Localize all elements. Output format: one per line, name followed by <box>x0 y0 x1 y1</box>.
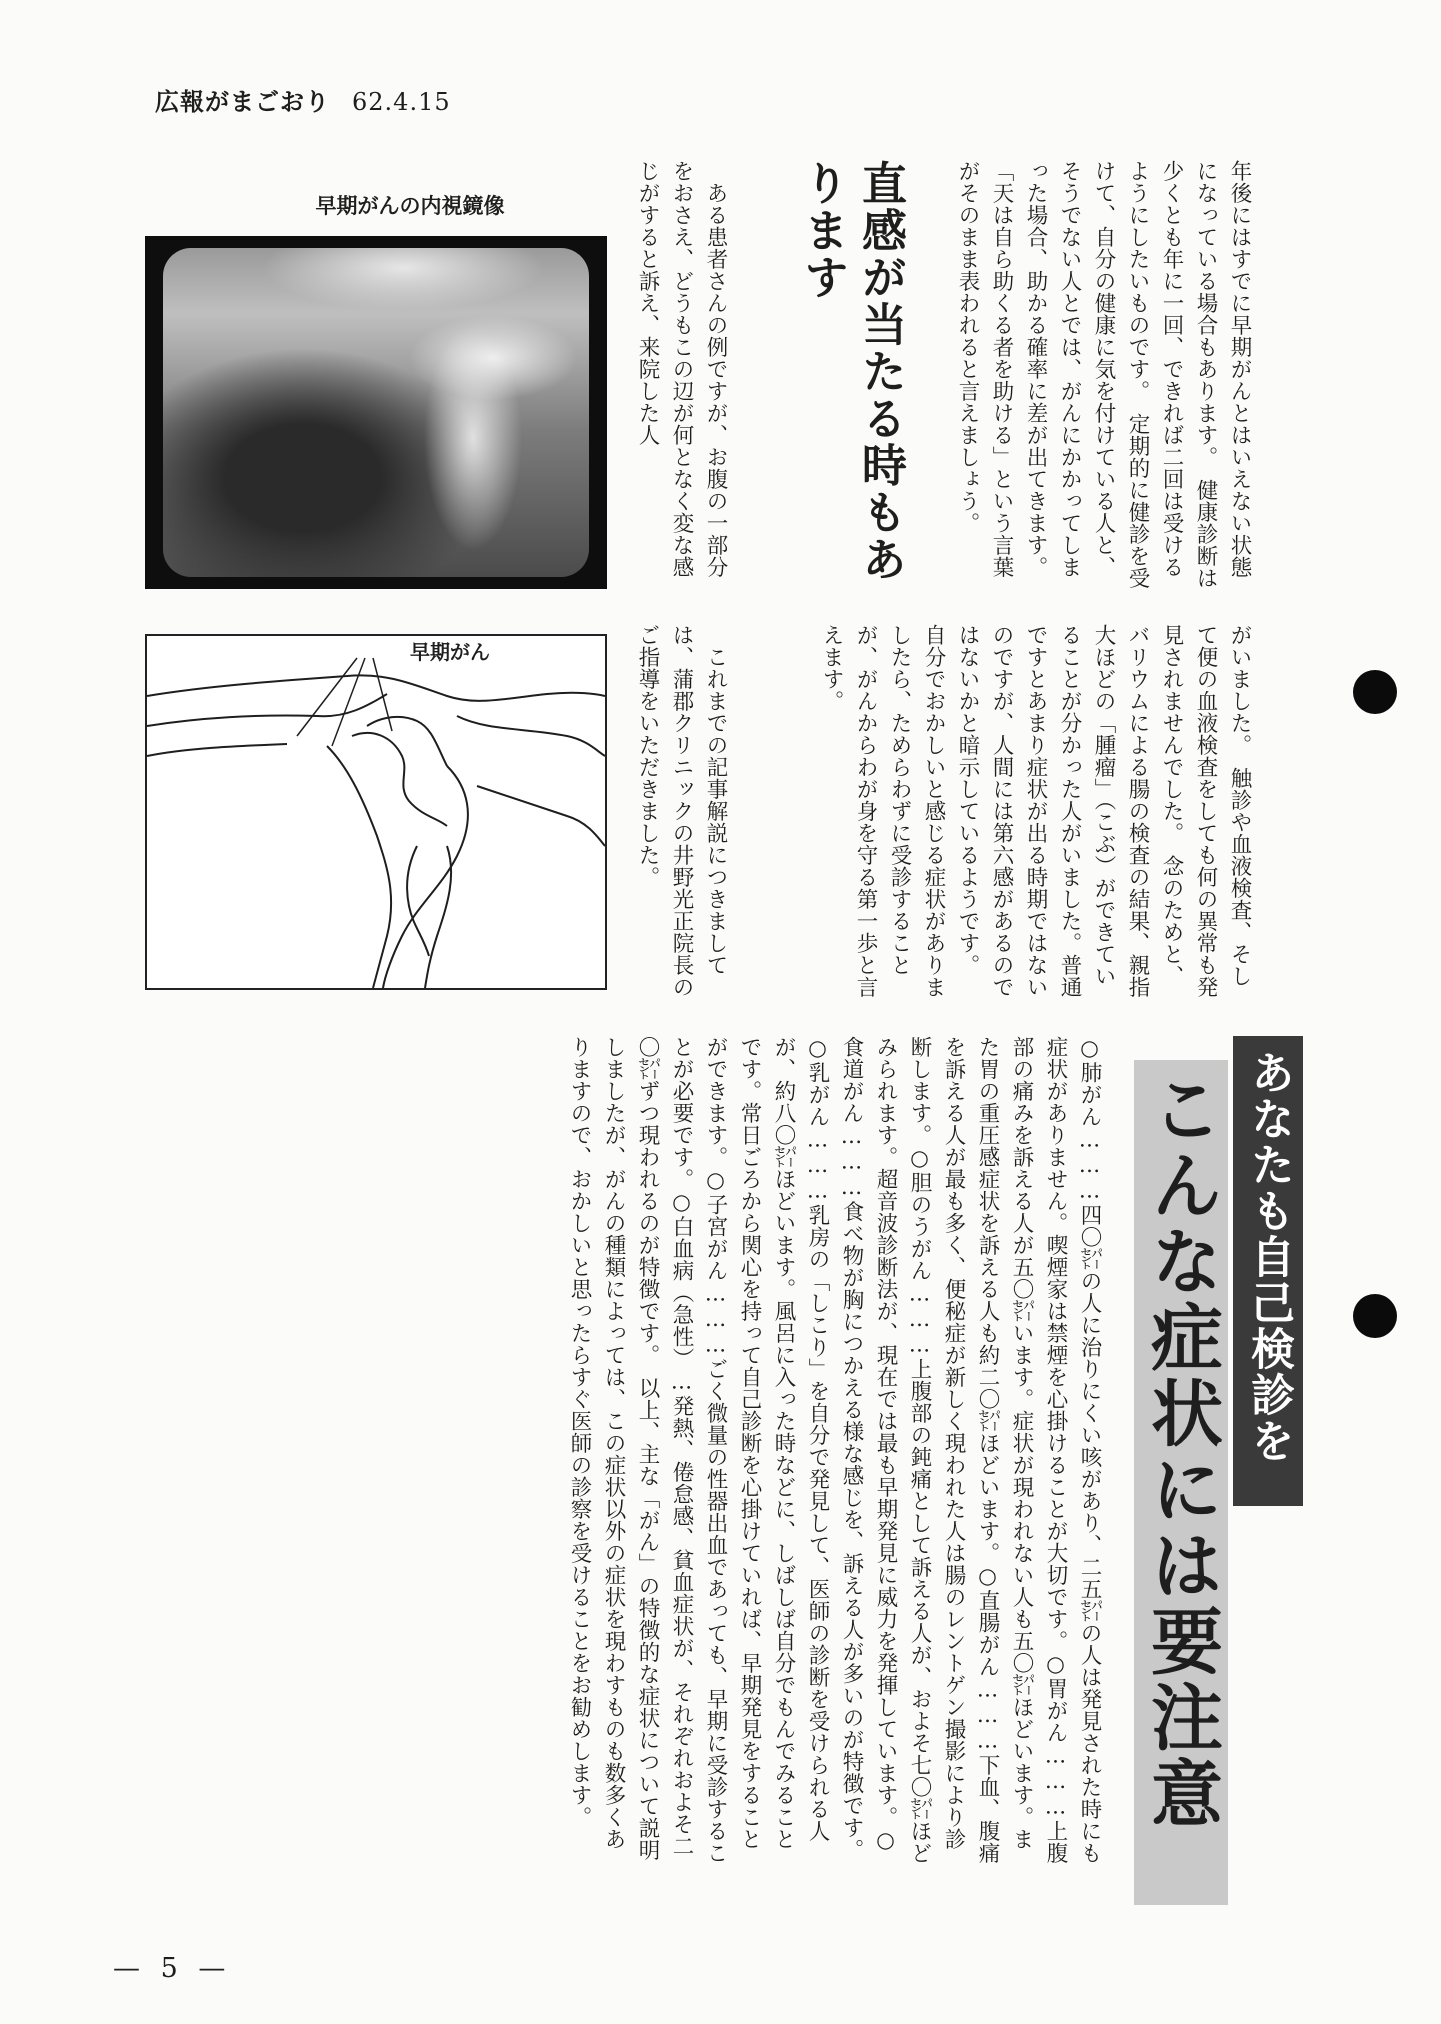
binding-hole-mark <box>1353 670 1397 714</box>
page-number: — 5 — <box>113 1953 232 1984</box>
article-text-lower-right: がいました。 触診や血液検査、そして便の血液検査をしても何の異常も発見されませんでした。 念のためと、バリウムによる腸の検査の結果、親指大ほどの「腫瘤」（こぶ）ができていることが分かった人がいました。普通ですとあまり症状が出る時期ではないのですが、人間には第六感があるのではないかと暗示しているようです。 自分でおかしいと感じる症状がありましたら、ためらわずに受診することが、がんからわが身を守る第一歩と言えます。 <box>819 624 1252 998</box>
section-title: こんな症状には要注意 <box>1134 1060 1228 1905</box>
endoscope-screen <box>163 248 589 577</box>
diagram-drawing <box>147 636 605 988</box>
article-text-lower-left: これまでの記事解説につきましては、蒲郡クリニックの井野光正院長のご指導をいただきました。 <box>635 624 728 998</box>
publication-name: 広報がまごおり <box>155 88 330 116</box>
issue-date: 62.4.15 <box>352 88 451 116</box>
symptom-list: ○肺がん………四〇㌫の人に治りにくい咳があり、二五㌫の人は発見された時にも症状がありません。喫煙家は禁煙を心掛けることが大切です。○胃がん………上腹部の痛みを訴える人が五〇㌫います。症状が現われない人も五〇㌫ほどいます。また胃の重圧感症状を訴える人も約二〇㌫ほどいます。○直腸がん………下血、腹痛を訴える人が最も多く、便秘症が新しく現われた人は腸のレントゲン撮影により診断します。○胆のうがん………上腹部の鈍痛として訴える人が、およそ七〇㌫ほどみられます。超音波診断法が、現在では最も早期発見に威力を発揮しています。○食道がん………食べ物が胸につかえる様な感じを、訴える人が多いのが特徴です。○乳がん………乳房の「しこり」を自分で発見して、医師の診断を受けられる人が、約八〇㌫ほどいます。風呂に入った時などに、しばしば自分でもんでみることです。常日ごろから関心を持って自己診断を心掛けていれば、早期発見をすることができます。○子宮がん………ごく微量の性器出血であっても、早期に受診することが必要です。○白血病（急性）…発熱、倦怠感、貧血症状が、それぞれおよそ二〇㌫ずつ現われるのが特徴です。 以上、主な「がん」の特徴的な症状について説明しましたが、がんの種類によっては、この症状以外の症状を現わすものも数多くありますので、おかしいと思ったらすぐ医師の診察を受けることをお勧めします。 <box>567 1036 1102 1864</box>
binding-hole-mark <box>1353 1294 1397 1338</box>
article-headline: 直感が当たる時もあります <box>796 160 907 583</box>
page-header <box>155 82 451 117</box>
diagram-label: 早期がん <box>410 640 490 664</box>
photo-caption: 早期がんの内視鏡像 <box>315 194 505 218</box>
article-text-upper-left: ある患者さんの例ですが、お腹の一部分をおさえ、どうもこの辺が何となく変な感じがすると訴え、来院した人 <box>635 160 728 578</box>
article-text-upper-right: 年後にはすでに早期がんとはいえない状態になっている場合もあります。 健康診断は少くとも年に一回、できれば二回は受けるようにしたいものです。 定期的に健診を受けて、自分の健康に気を付けている人と、そうでない人とでは、がんにかかってしまった場合、助かる確率に差が出てきます。 「天は自ら助くる者を助ける」という言葉がそのまま表われると言えましょう。 <box>955 160 1252 590</box>
section-subtitle: あなたも自己検診を <box>1233 1036 1303 1506</box>
endoscope-photo <box>145 236 607 589</box>
endoscope-diagram <box>145 634 607 990</box>
